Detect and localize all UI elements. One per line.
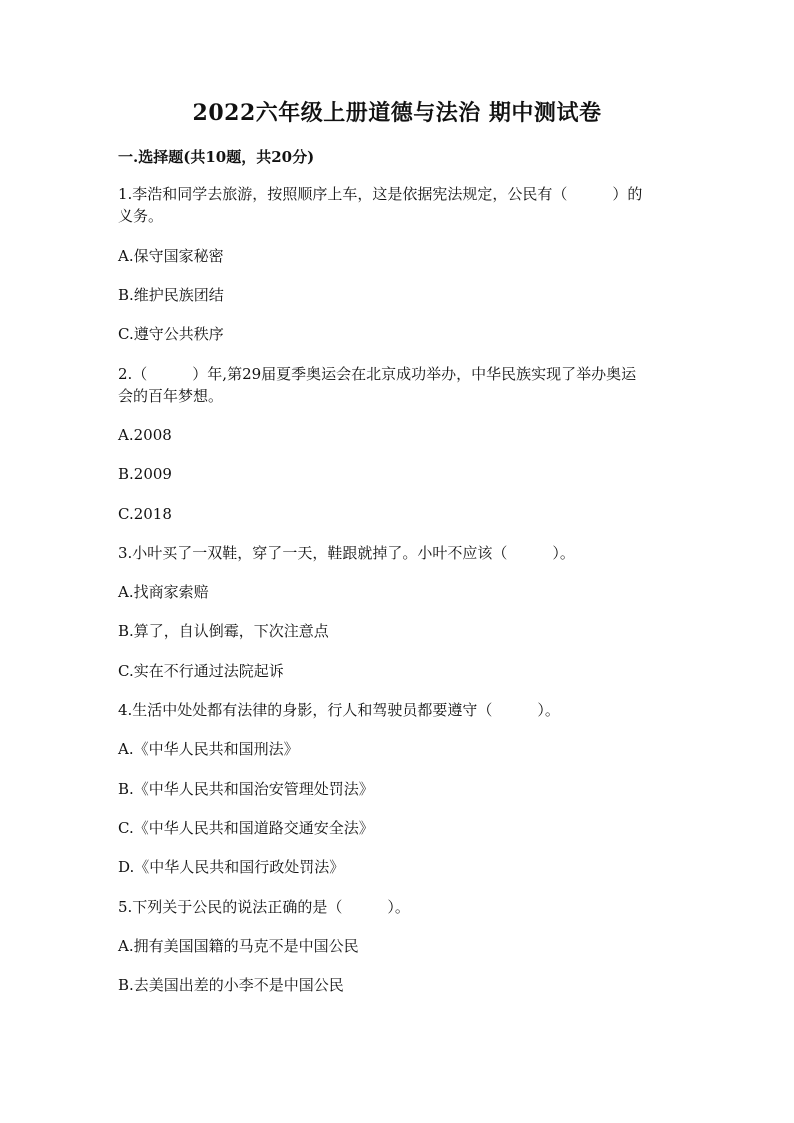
question-2-stem-line-1: 2.（ ）年,第29届夏季奥运会在北京成功举办，中华民族实现了举办奥运 [118,365,637,383]
exam-title: 2022六年级上册道德与法治 期中测试卷 [192,100,602,126]
question-3-stem: 3.小叶买了一双鞋，穿了一天，鞋跟就掉了。小叶不应该（ ）。 [118,544,575,562]
question-5-option-b: B.去美国出差的小李不是中国公民 [118,976,344,994]
question-4-option-b: B.《中华人民共和国治安管理处罚法》 [118,780,374,798]
question-4-option-c: C.《中华人民共和国道路交通安全法》 [118,819,374,837]
question-5-stem: 5.下列关于公民的说法正确的是（ ）。 [118,898,410,916]
question-2-option-a: A.2008 [118,426,172,444]
question-1-option-b: B.维护民族团结 [118,286,224,304]
question-3-option-b: B.算了，自认倒霉，下次注意点 [118,622,329,640]
question-1-stem-line-2: 义务。 [118,207,164,225]
question-4-option-d: D.《中华人民共和国行政处罚法》 [118,858,345,876]
question-1-option-c: C.遵守公共秩序 [118,325,224,343]
section-heading: 一.选择题(共10题，共20分) [118,148,315,166]
question-1-option-a: A.保守国家秘密 [118,247,224,265]
question-4-option-a: A.《中华人民共和国刑法》 [118,740,299,758]
question-1-stem-line-1: 1.李浩和同学去旅游，按照顺序上车，这是依据宪法规定，公民有（ ）的 [118,185,643,203]
question-2-option-b: B.2009 [118,465,172,483]
question-4-stem: 4.生活中处处都有法律的身影，行人和驾驶员都要遵守（ ）。 [118,701,560,719]
question-2-option-c: C.2018 [118,505,172,523]
question-2-stem-line-2: 会的百年梦想。 [118,387,224,405]
question-3-option-c: C.实在不行通过法院起诉 [118,662,284,680]
question-5-option-a: A.拥有美国国籍的马克不是中国公民 [118,937,359,955]
question-3-option-a: A.找商家索赔 [118,583,209,601]
